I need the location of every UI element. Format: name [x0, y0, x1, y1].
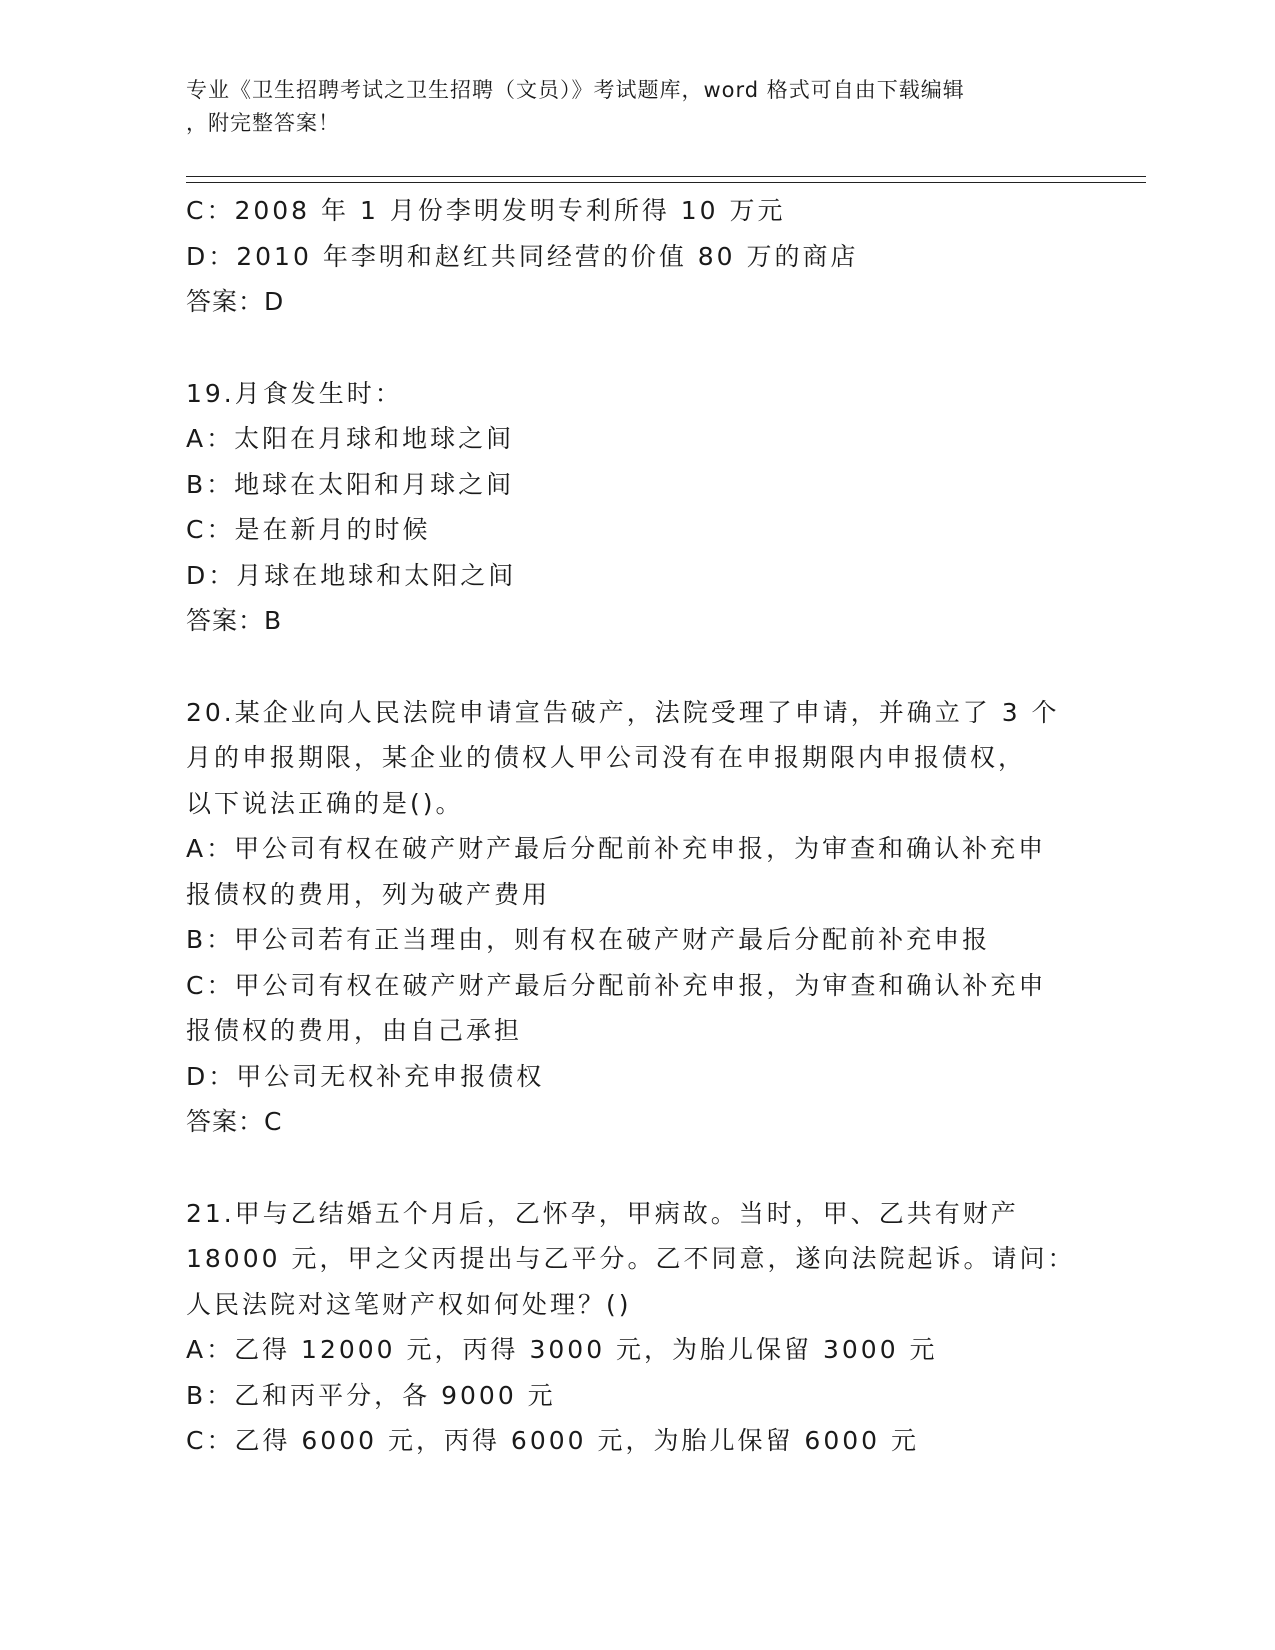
option-a: A：甲公司有权在破产财产最后分配前补充申报，为审查和确认补充申 [186, 834, 1047, 863]
option-a-continued: 报债权的费用，列为破产费用 [186, 879, 551, 909]
question-stem: 人民法院对这笔财产权如何处理？() [186, 1289, 632, 1319]
answer: 答案：B [186, 606, 283, 635]
question-stem: 18000 元，甲之父丙提出与乙平分。乙不同意，遂向法院起诉。请问： [186, 1244, 1076, 1273]
option-b: B：甲公司若有正当理由，则有权在破产财产最后分配前补充申报 [186, 925, 991, 954]
question-stem: 20.某企业向人民法院申请宣告破产，法院受理了申请，并确立了 3 个 [186, 697, 1060, 727]
option-b: B：乙和丙平分，各 9000 元 [186, 1380, 556, 1410]
header-rule-top [186, 176, 1146, 177]
question-stem: 以下说法正确的是()。 [186, 788, 464, 818]
option-a: A：太阳在月球和地球之间 [186, 424, 515, 453]
option-c: C：2008 年 1 月份李明发明专利所得 10 万元 [186, 196, 786, 225]
spacer [186, 644, 1086, 690]
spacer [186, 325, 1086, 371]
header-line-1: 专业《卫生招聘考试之卫生招聘（文员）》考试题库，word 格式可自由下载编辑 [186, 78, 965, 102]
option-c: C：是在新月的时候 [186, 515, 431, 544]
question-stem: 月的申报期限，某企业的债权人甲公司没有在申报期限内申报债权， [186, 743, 1027, 772]
question-list [186, 188, 1086, 1464]
question-20 [186, 690, 1086, 1145]
question-19 [186, 371, 1086, 644]
option-b: B：地球在太阳和月球之间 [186, 469, 515, 499]
question-stem: 19.月食发生时： [186, 378, 403, 408]
option-d: D：甲公司无权补充申报债权 [186, 1061, 545, 1091]
option-c-continued: 报债权的费用，由自己承担 [186, 1016, 523, 1045]
option-c: C：乙得 6000 元，丙得 6000 元，为胎儿保留 6000 元 [186, 1426, 920, 1455]
header-line-2: ，附完整答案！ [186, 111, 340, 135]
header-rule-bottom [186, 182, 1146, 183]
option-c: C：甲公司有权在破产财产最后分配前补充申报，为审查和确认补充申 [186, 970, 1047, 1000]
question-stem: 21.甲与乙结婚五个月后，乙怀孕，甲病故。当时，甲、乙共有财产 [186, 1198, 1019, 1228]
spacer [186, 1145, 1086, 1191]
prev-question [186, 188, 1086, 325]
document-header [186, 74, 1086, 140]
answer: 答案：D [186, 287, 285, 316]
option-a: A：乙得 12000 元，丙得 3000 元，为胎儿保留 3000 元 [186, 1335, 938, 1364]
option-d: D：月球在地球和太阳之间 [186, 560, 517, 590]
option-d: D：2010 年李明和赵红共同经营的价值 80 万的商店 [186, 241, 859, 271]
question-21 [186, 1191, 1086, 1464]
answer: 答案：C [186, 1107, 283, 1136]
